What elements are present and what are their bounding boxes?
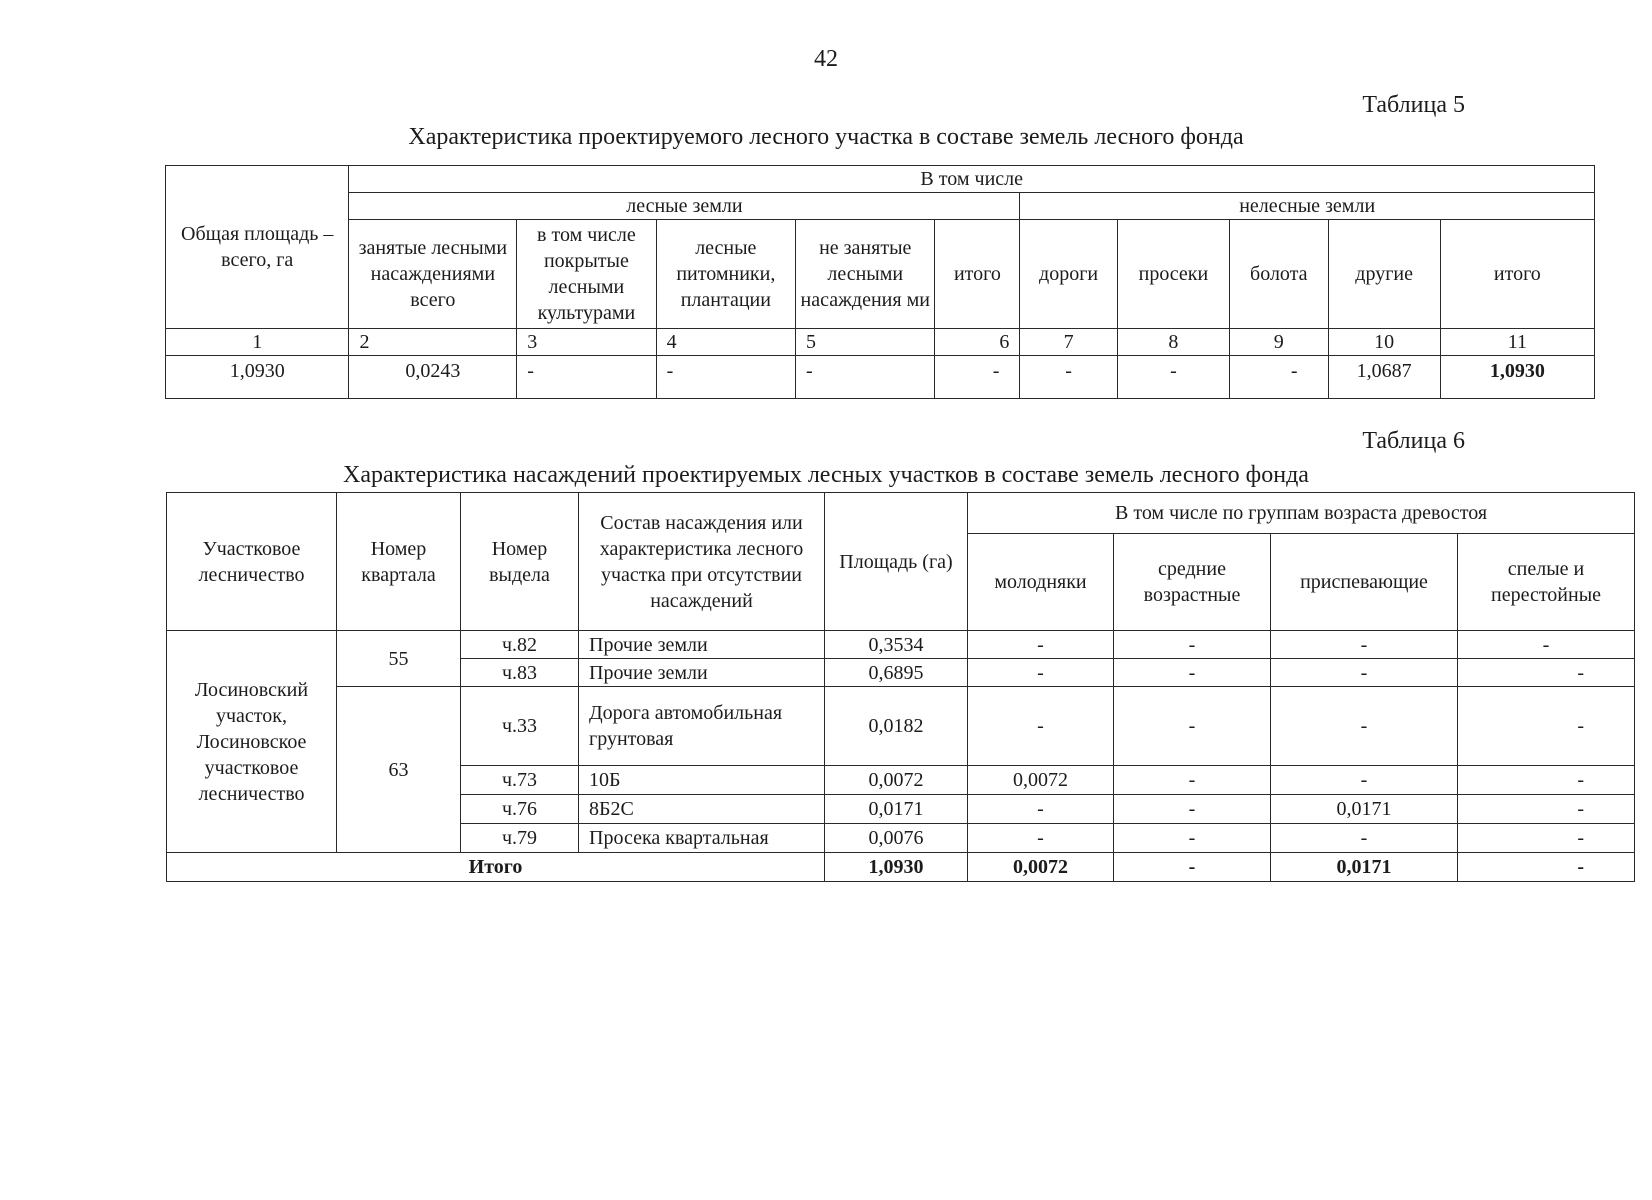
- t5-value-swamps: -: [1230, 356, 1329, 399]
- t6-middle: -: [1114, 631, 1271, 659]
- t6-young: -: [968, 631, 1114, 659]
- t6-allotment: ч.73: [461, 766, 579, 795]
- t6-mature: -: [1458, 824, 1635, 853]
- t6-young: -: [968, 824, 1114, 853]
- t6-forestry-name: Лосиновский участок, Лосиновское участковое лесничество: [167, 631, 337, 853]
- t6-header-age-groups: В том числе по группам возраста древостоя: [968, 493, 1635, 534]
- t5-header-covered-cultures: в том числе покрытые лесными культурами: [517, 220, 656, 329]
- t6-area: 0,0076: [825, 824, 968, 853]
- t5-header-unoccupied: не занятые лесными насаждения ми: [796, 220, 935, 329]
- t6-header-allotment: Номер выдела: [461, 493, 579, 631]
- t6-mature: -: [1458, 766, 1635, 795]
- table6-title: Характеристика насаждений проектируемых лесных участков в составе земель лесного фонда: [343, 462, 1309, 488]
- t5-value-occupied: 0,0243: [349, 356, 517, 399]
- t6-header-area: Площадь (га): [825, 493, 968, 631]
- t6-young: -: [968, 687, 1114, 766]
- t6-middle: -: [1114, 687, 1271, 766]
- table5: [165, 165, 1595, 399]
- table6-label: Таблица 6: [1362, 428, 1465, 454]
- t6-composition: 8Б2С: [579, 795, 825, 824]
- t5-value-total-area: 1,0930: [166, 356, 349, 399]
- t5-value-total-forest: -: [935, 356, 1020, 399]
- t5-col-number: 2: [349, 329, 517, 356]
- t5-value-nurseries: -: [656, 356, 795, 399]
- t6-area: 0,0171: [825, 795, 968, 824]
- t5-header-nonforest-lands: нелесные земли: [1020, 193, 1595, 220]
- t5-col-number: 10: [1328, 329, 1440, 356]
- t5-header-occupied: занятые лесными насаждениями всего: [349, 220, 517, 329]
- t6-header-quarter: Номер квартала: [337, 493, 461, 631]
- t5-header-roads: дороги: [1020, 220, 1117, 329]
- t6-premature: -: [1271, 659, 1458, 687]
- t5-header-including: В том числе: [349, 166, 1595, 193]
- t5-value-other: 1,0687: [1328, 356, 1440, 399]
- t6-middle: -: [1114, 659, 1271, 687]
- t6-header-mature: спелые и перестойные: [1458, 534, 1635, 631]
- t6-total-label: Итого: [167, 853, 825, 882]
- t5-col-number: 6: [935, 329, 1020, 356]
- t6-total-area: 1,0930: [825, 853, 968, 882]
- t6-composition: Дорога автомобильная грунтовая: [579, 687, 825, 766]
- t6-middle: -: [1114, 824, 1271, 853]
- t6-composition: Прочие земли: [579, 631, 825, 659]
- t6-allotment: ч.83: [461, 659, 579, 687]
- t5-col-number: 7: [1020, 329, 1117, 356]
- t6-allotment: ч.79: [461, 824, 579, 853]
- t6-total-middle: -: [1114, 853, 1271, 882]
- t5-header-total-area: Общая площадь – всего, га: [166, 166, 349, 329]
- t6-premature: -: [1271, 824, 1458, 853]
- t5-header-clearings: просеки: [1117, 220, 1229, 329]
- t6-premature: -: [1271, 766, 1458, 795]
- t6-composition: Просека квартальная: [579, 824, 825, 853]
- table5-title: Характеристика проектируемого лесного участка в составе земель лесного фонда: [408, 124, 1244, 150]
- t6-allotment: ч.76: [461, 795, 579, 824]
- t6-premature: -: [1271, 687, 1458, 766]
- page-number: 42: [814, 46, 838, 72]
- t6-allotment: ч.33: [461, 687, 579, 766]
- table-row-total: [167, 853, 1635, 882]
- t5-col-number: 8: [1117, 329, 1229, 356]
- table5-label: Таблица 5: [1362, 92, 1465, 118]
- table6: [166, 492, 1635, 882]
- t5-header-total-forest: итого: [935, 220, 1020, 329]
- t6-middle: -: [1114, 766, 1271, 795]
- t5-value-roads: -: [1020, 356, 1117, 399]
- t6-area: 0,6895: [825, 659, 968, 687]
- t5-header-forest-lands: лесные земли: [349, 193, 1020, 220]
- t6-header-composition: Состав насаждения или характеристика лесного участка при отсутствии насаждений: [579, 493, 825, 631]
- t6-composition: Прочие земли: [579, 659, 825, 687]
- t5-col-number: 9: [1230, 329, 1329, 356]
- t5-header-other: другие: [1328, 220, 1440, 329]
- t6-quarter: 55: [337, 631, 461, 687]
- t6-header-forestry: Участковое лесничество: [167, 493, 337, 631]
- t6-composition: 10Б: [579, 766, 825, 795]
- t6-header-premature: приспевающие: [1271, 534, 1458, 631]
- t6-total-mature: -: [1458, 853, 1635, 882]
- t6-mature: -: [1458, 659, 1635, 687]
- t6-quarter: 63: [337, 687, 461, 853]
- t5-value-total-nonforest: 1,0930: [1440, 356, 1594, 399]
- t5-value-clearings: -: [1117, 356, 1229, 399]
- t5-col-number: 4: [656, 329, 795, 356]
- t6-young: 0,0072: [968, 766, 1114, 795]
- t5-col-number: 11: [1440, 329, 1594, 356]
- t6-mature: -: [1458, 687, 1635, 766]
- t5-col-number: 1: [166, 329, 349, 356]
- t6-young: -: [968, 659, 1114, 687]
- t6-area: 0,0182: [825, 687, 968, 766]
- t5-col-number: 5: [796, 329, 935, 356]
- t5-value-covered-cultures: -: [517, 356, 656, 399]
- t6-total-premature: 0,0171: [1271, 853, 1458, 882]
- t6-allotment: ч.82: [461, 631, 579, 659]
- table-row: [167, 687, 1635, 766]
- t6-area: 0,3534: [825, 631, 968, 659]
- t6-mature: -: [1458, 795, 1635, 824]
- t6-header-middle: средние возрастные: [1114, 534, 1271, 631]
- t6-premature: -: [1271, 631, 1458, 659]
- t6-mature: -: [1458, 631, 1635, 659]
- t6-area: 0,0072: [825, 766, 968, 795]
- t5-value-unoccupied: -: [796, 356, 935, 399]
- table-row: [167, 631, 1635, 659]
- t5-header-nurseries: лесные питомники, плантации: [656, 220, 795, 329]
- t6-premature: 0,0171: [1271, 795, 1458, 824]
- t5-header-total-nonforest: итого: [1440, 220, 1594, 329]
- t6-young: -: [968, 795, 1114, 824]
- t5-col-number: 3: [517, 329, 656, 356]
- t5-header-swamps: болота: [1230, 220, 1329, 329]
- t6-middle: -: [1114, 795, 1271, 824]
- t6-header-young: молодняки: [968, 534, 1114, 631]
- t6-total-young: 0,0072: [968, 853, 1114, 882]
